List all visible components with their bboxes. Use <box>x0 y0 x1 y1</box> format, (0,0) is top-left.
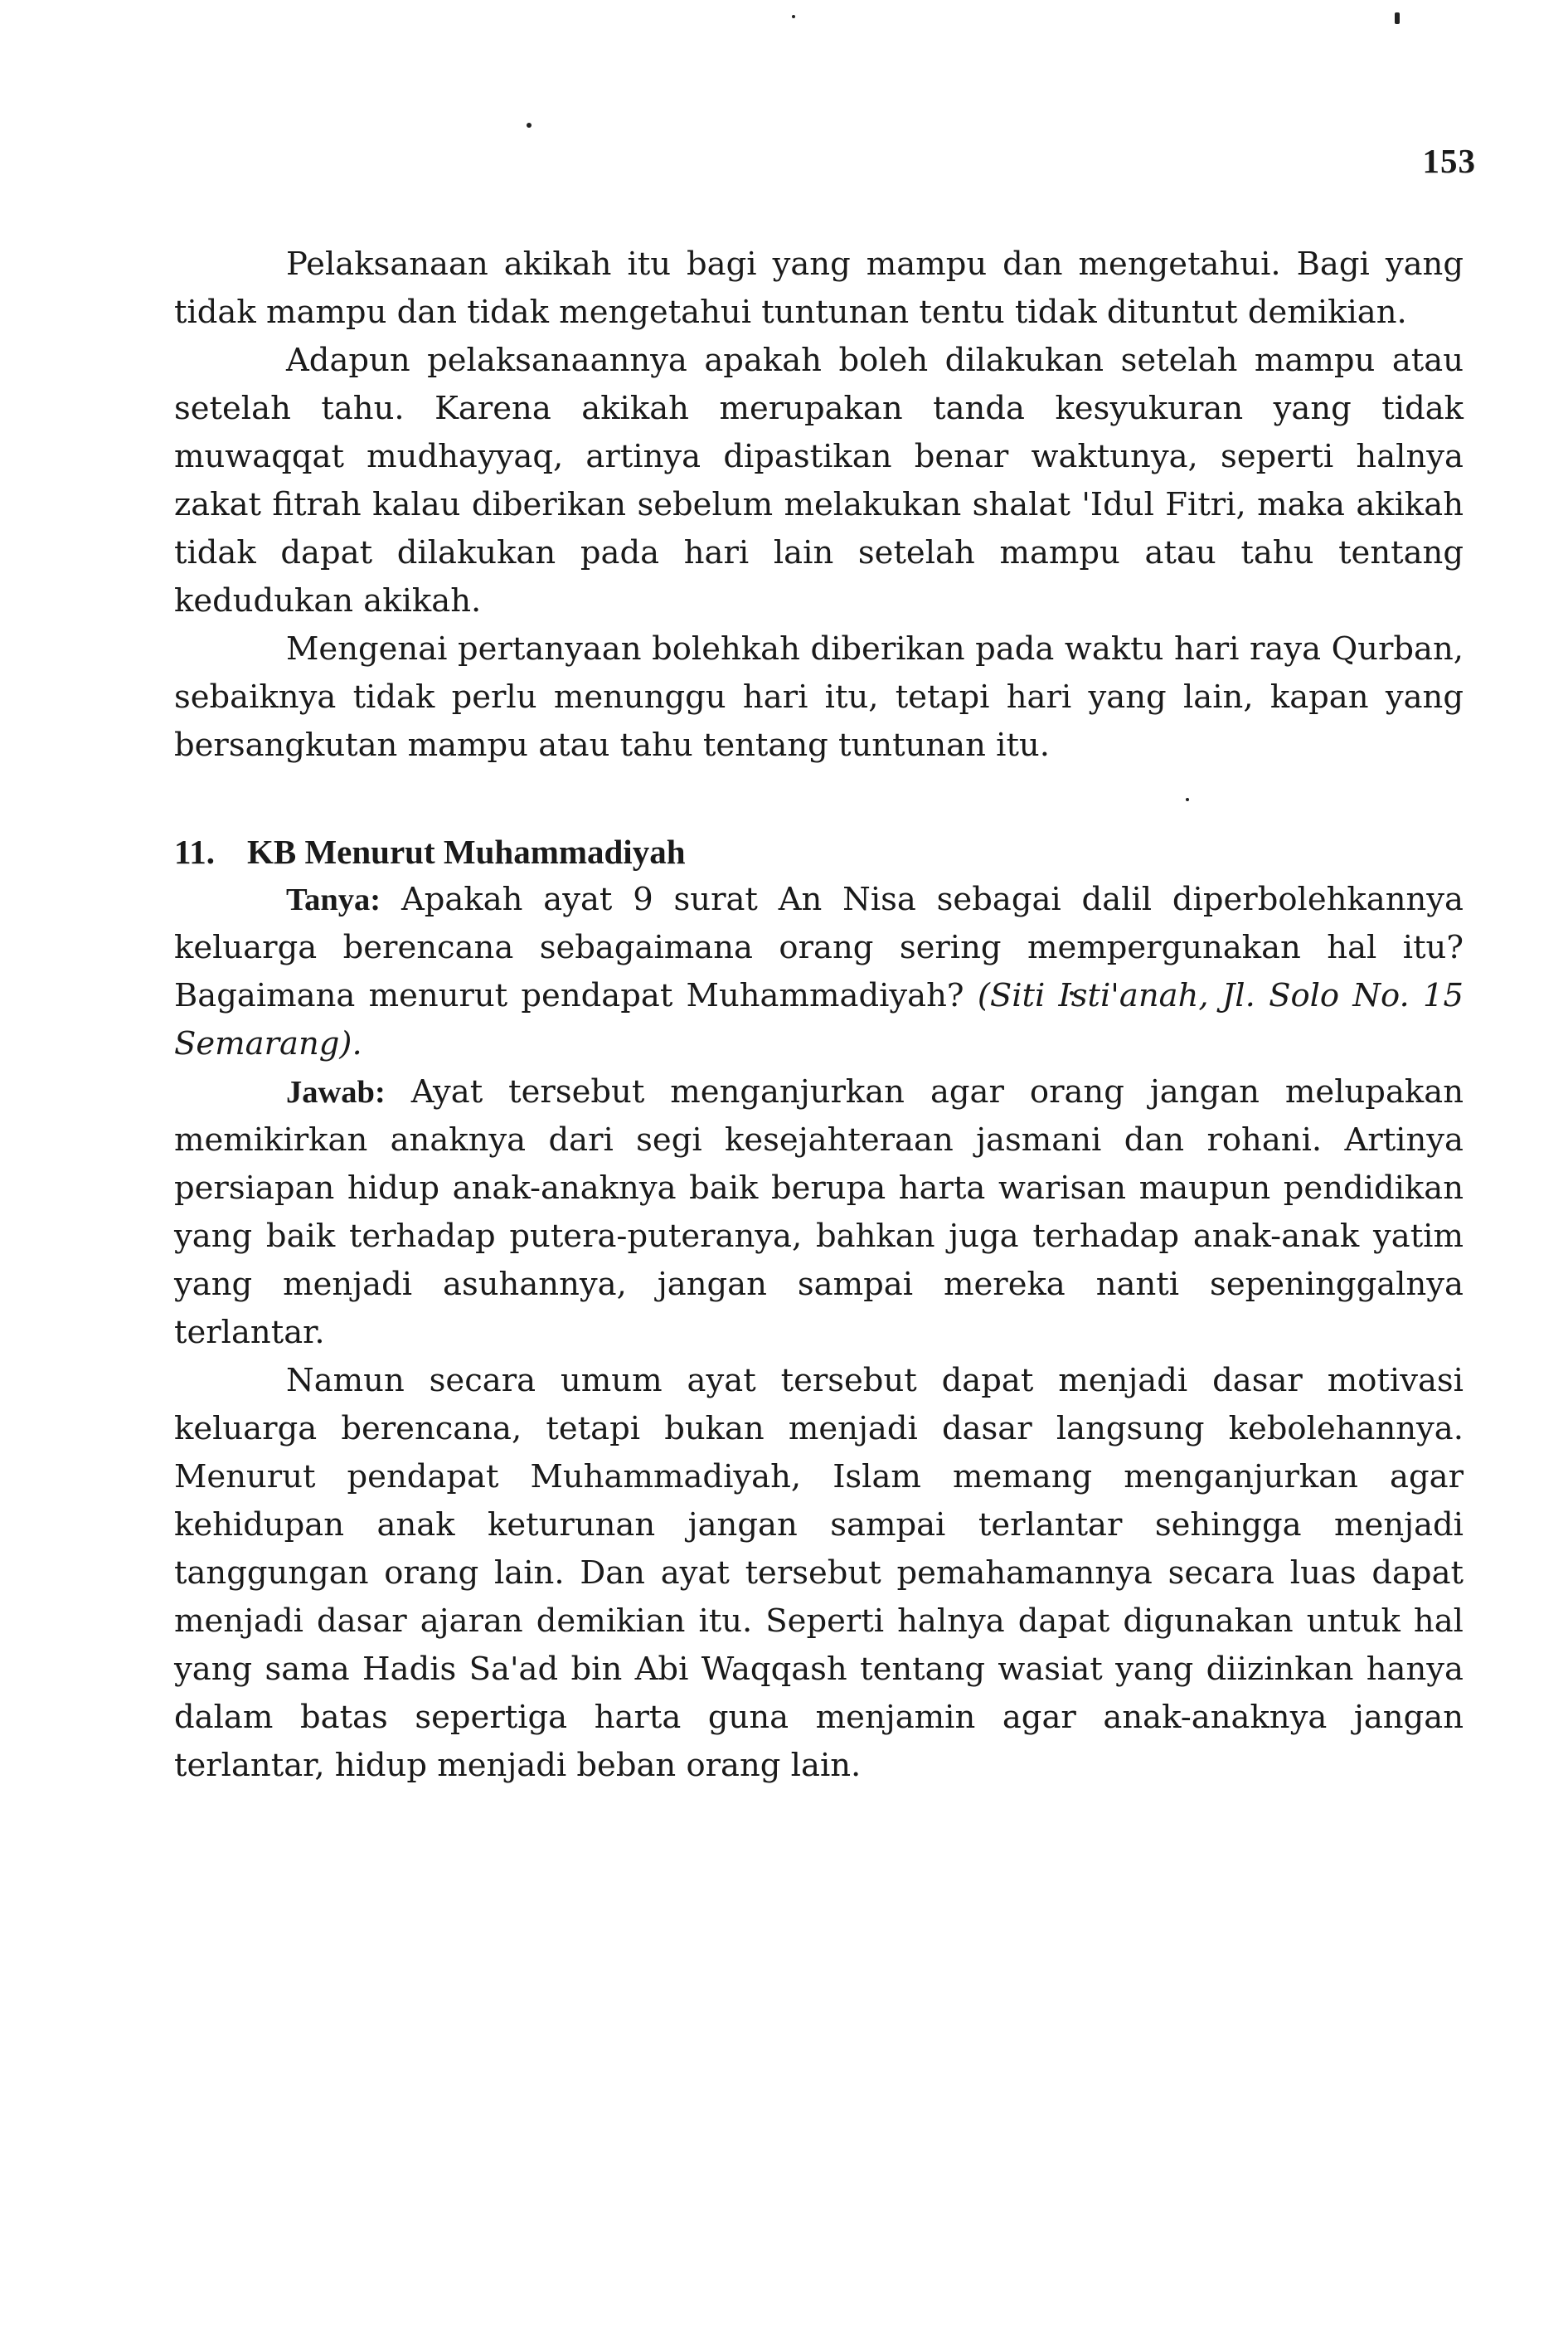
question-label: Tanya: <box>286 882 381 917</box>
section-title: KB Menurut Muhammadiyah <box>247 833 686 871</box>
scan-speck <box>1395 12 1400 24</box>
answer-text-1: Ayat tersebut menganjurkan agar orang jangan melupakan memikirkan anaknya dari segi kesejahteraan jasmani dan rohani. Artinya persiapan hidup anak-anaknya baik berupa harta warisan maupun pendidikan yang baik terhadap putera-puteranya, bahkan juga terhadap anak-anak yatim yang menjadi asuhannya, jangan sampai mereka nanti sepeninggalnya terlantar. <box>174 1073 1464 1351</box>
section-number: 11. <box>174 833 215 871</box>
scan-speck <box>527 123 532 128</box>
intro-paragraph-3: Mengenai pertanyaan bolehkah diberikan pada waktu hari raya Qurban, sebaiknya tidak perlu menunggu hari itu, tetapi hari yang lain, kapan yang bersangkutan mampu atau tahu tentang tuntunan itu. <box>174 630 1464 764</box>
question-citation: (Siti Isti'anah, Jl. Solo No. 15 Semarang). <box>174 977 1464 1062</box>
intro-paragraph-1: Pelaksanaan akikah itu bagi yang mampu dan mengetahui. Bagi yang tidak mampu dan tidak mengetahui tuntunan tentu tidak dituntut demikian. <box>174 246 1464 331</box>
page-body <box>174 241 1464 1790</box>
page-number: 153 <box>1422 142 1476 180</box>
section-heading <box>174 828 1464 876</box>
question-text: Apakah ayat 9 surat An Nisa sebagai dalil diperbolehkannya keluarga berencana sebagaimana orang sering mempergunakan hal itu? Bagaimana menurut pendapat Muhammadiyah? <box>174 881 1464 1014</box>
question-paragraph <box>174 876 1464 1068</box>
answer-label: Jawab: <box>286 1075 386 1110</box>
answer-paragraph-2: Namun secara umum ayat tersebut dapat menjadi dasar motivasi keluarga berencana, tetapi bukan menjadi dasar langsung kebolehannya. Menurut pendapat Muhammadiyah, Islam memang menganjurkan agar kehidupan anak keturunan jangan sampai terlantar sehingga menjadi tanggungan orang lain. Dan ayat tersebut pemahamannya secara luas dapat menjadi dasar ajaran demikian itu. Seperti halnya dapat digunakan untuk hal yang sama Hadis Sa'ad bin Abi Waqqash tentang wasiat yang diizinkan hanya dalam batas sepertiga harta guna menjamin agar anak-anaknya jangan terlantar, hidup menjadi beban orang lain. <box>174 1362 1464 1784</box>
scan-speck <box>792 15 795 18</box>
intro-paragraph-2: Adapun pelaksanaannya apakah boleh dilakukan setelah mampu atau setelah tahu. Karena akikah merupakan tanda kesyukuran yang tidak muwaqqat mudhayyaq, artinya dipastikan benar waktunya, seperti halnya zakat fitrah kalau diberikan sebelum melakukan shalat 'Idul Fitri, maka akikah tidak dapat dilakukan pada hari lain setelah mampu atau tahu tentang kedudukan akikah. <box>174 342 1464 620</box>
answer-paragraph-1 <box>174 1068 1464 1357</box>
